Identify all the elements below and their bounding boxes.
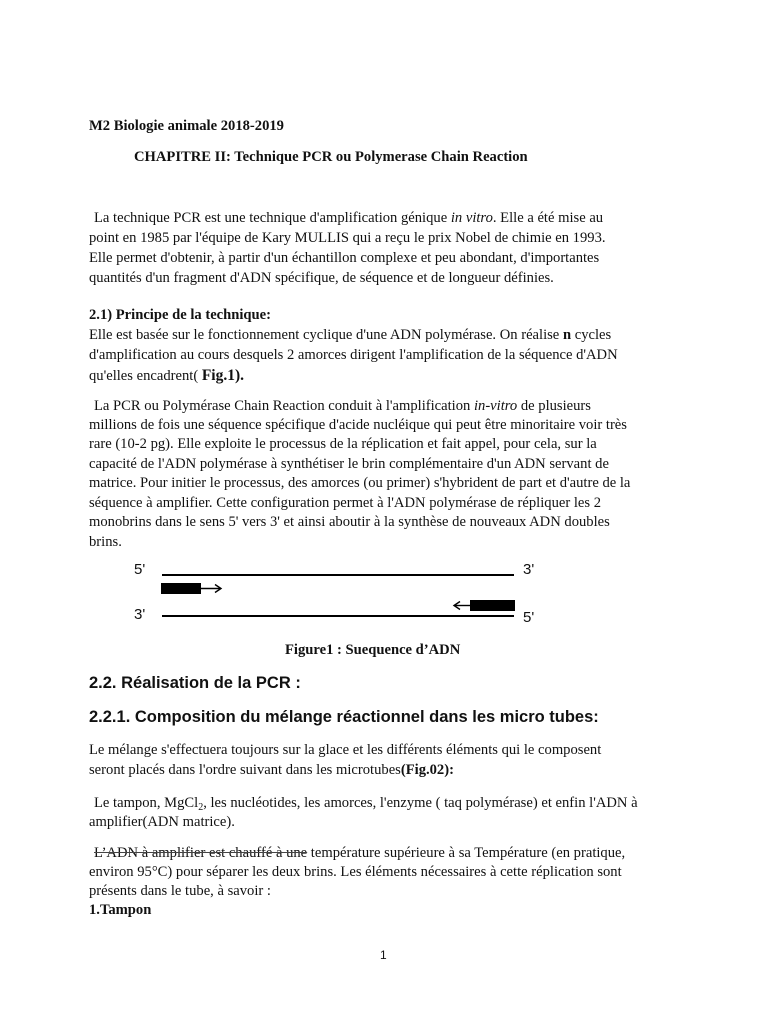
s22-text: , les nucléotides, les amorces, l'enzyme ( taq polymérase) et enfin l'ADN à — [203, 795, 638, 811]
s22-p2-line-1 — [94, 794, 638, 813]
strand-top-5prime-label: 5' — [134, 561, 146, 578]
intro-line-3: Elle permet d'obtenir, à partir d'un échantillon complexe et peu abondant, d'importantes — [89, 250, 600, 266]
s22-text: seront placés dans l'ordre suivant dans les microtubes — [89, 762, 401, 778]
course-title: M2 Biologie animale 2018-2019 — [89, 118, 284, 134]
intro-line-1 — [94, 209, 603, 228]
s21-fig-ref: Fig.1). — [201, 367, 245, 384]
s21-line-3 — [89, 366, 244, 386]
p2-line-5: matrice. Pour initier le processus, des amorces (ou primer) s'hybrident de part et d'autre de la — [89, 475, 631, 491]
p2-line-6: séquence à amplifier. Cette configuration permet à l'ADN polymérase de répliquer les 2 — [89, 495, 602, 511]
s22-p3-line-1 — [94, 844, 625, 863]
intro-em: in vitro — [450, 210, 493, 226]
reverse-primer — [470, 600, 515, 611]
s22-p1-line-1: Le mélange s'effectuera toujours sur la glace et les différents éléments qui le composent — [89, 742, 602, 758]
s21-line-1 — [89, 326, 611, 345]
intro-line-4: quantités d'un fragment d'ADN spécifique, de séquence et de longueur définies. — [89, 270, 554, 286]
s21-n: n — [562, 327, 572, 343]
p2-text: de plusieurs — [517, 398, 591, 414]
strand-top-3prime-label: 3' — [523, 561, 535, 578]
p2-line-8: brins. — [89, 534, 122, 550]
intro-text: . Elle a été mise au — [492, 210, 604, 226]
s22-text: température supérieure à sa Température (en pratique, — [307, 845, 626, 861]
figure-caption: Figure1 : Suequence d’ADN — [285, 642, 461, 658]
s22-p3-line-3: présents dans le tube, à savoir : — [89, 883, 271, 899]
s21-text: qu'elles encadrent( — [89, 368, 202, 384]
s22-sub: 2 — [198, 802, 204, 813]
s22-p1-line-2 — [89, 761, 454, 780]
section-2-2-1-title: 2.2.1. Composition du mélange réactionnel dans les micro tubes: — [89, 708, 599, 726]
list-item-tampon: 1.Tampon — [89, 902, 152, 918]
chapter-title: CHAPITRE II: Technique PCR ou Polymerase Chain Reaction — [134, 149, 528, 165]
s22-p2-line-2: amplifier(ADN matrice). — [89, 814, 235, 830]
intro-text: La technique PCR est une technique d'amplification génique — [94, 210, 451, 226]
dna-diagram — [150, 565, 530, 625]
s22-fig-ref: (Fig.02): — [400, 762, 454, 778]
intro-line-2: point en 1985 par l'équipe de Kary MULLIS qui a reçu le prix Nobel de chimie en 1993. — [89, 230, 606, 246]
forward-primer — [161, 583, 201, 594]
page-number: 1 — [380, 948, 387, 962]
s22-text-struck: L’ADN à amplifier est chauffé à une — [94, 845, 308, 861]
strand-bottom-3prime-label: 3' — [134, 606, 146, 623]
p2-line-1 — [94, 397, 591, 416]
p2-text: La PCR ou Polymérase Chain Reaction conduit à l'amplification — [94, 398, 474, 414]
p2-line-3: rare (10-2 pg). Elle exploite le processus de la réplication et fait appel, pour cela, sur la — [89, 436, 597, 452]
section-2-1-title: 2.1) Principe de la technique: — [89, 307, 272, 323]
s21-text: cycles — [571, 327, 612, 343]
s22-p3-line-2: environ 95°C) pour séparer les deux brins. Les éléments nécessaires à cette réplication sont — [89, 864, 622, 880]
strand-bottom-5prime-label: 5' — [523, 609, 535, 626]
p2-line-7: monobrins dans le sens 5' vers 3' et ainsi aboutir à la synthèse de nouveaux ADN doubles — [89, 514, 610, 530]
s22-text: Le tampon, MgCl — [94, 795, 199, 811]
p2-em: in-vitro — [473, 398, 518, 414]
p2-line-2: millions de fois une séquence spécifique d'acide nucléique qui peut être minoritaire voir très — [89, 417, 627, 433]
s21-text: Elle est basée sur le fonctionnement cyclique d'une ADN polymérase. On réalise — [89, 327, 563, 343]
section-2-2-title: 2.2. Réalisation de la PCR : — [89, 674, 301, 692]
p2-line-4: capacité de l'ADN polymérase à synthétiser le brin complémentaire d'un ADN servant de — [89, 456, 609, 472]
s21-line-2: d'amplification au cours desquels 2 amorces dirigent l'amplification de la séquence d'ADN — [89, 347, 618, 363]
